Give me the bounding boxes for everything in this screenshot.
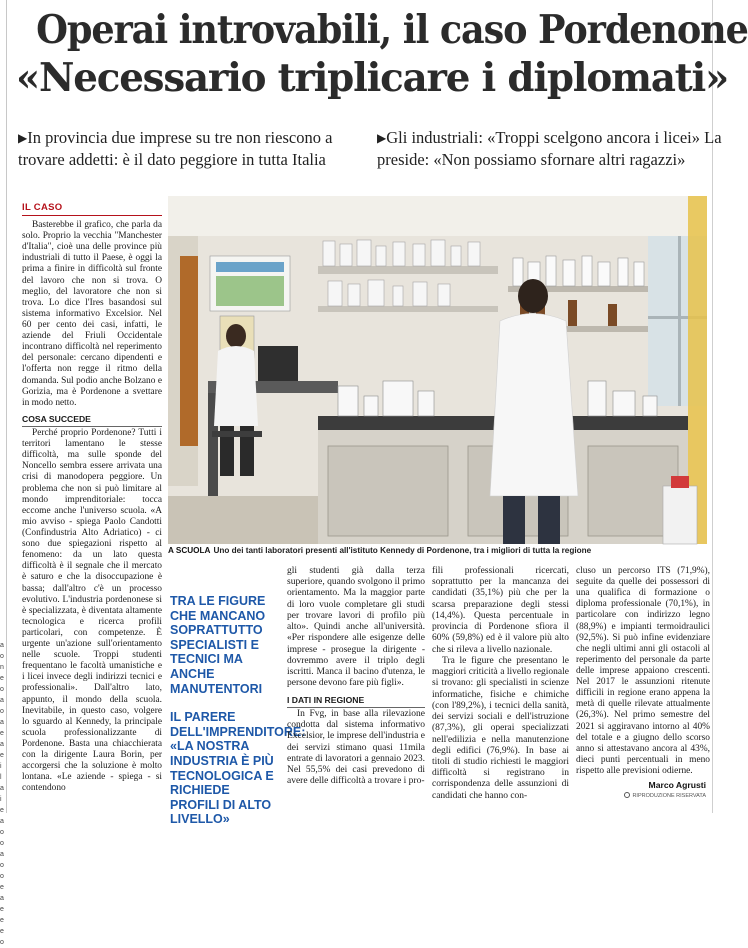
pullquotes (170, 594, 306, 841)
gutter-letter: o (0, 862, 4, 869)
headline-line-2: «Necessario triplicare i diplomati» (15, 55, 729, 101)
triangle-right-icon: ▶ (18, 131, 28, 145)
headline-line-1: Operai introvabili, il caso Pordenone (36, 7, 748, 53)
gutter-letter: o (0, 708, 4, 715)
gutter-letter: a (0, 818, 4, 825)
laboratory-photo (168, 196, 707, 544)
paragraph: Perché proprio Pordenone? Tutti i territori lamentano le stesse difficoltà, ma sulle sponde del Noncello sembra essere arrivata una crisi di manodopera peggiore. Un problema che non si può limitare al mondo imprenditoriale: tocca eccome anche l'universo scuola. «A mio avviso - spiega Paolo Candotti (Confindustria Alto Adriatico) - ci sono due spiegazioni rispetto al fenomeno: da un lato questa difficoltà è il segnale che il mercato è saturo e che la disoccupazione è bassa; dall'altro c'è un processo evolutivo. L'industria pordenonese si è specializzata, è diventata altamente tecnologica e ricerca profili particolari, con competenze. È urgente un'azione sull'orientamento nelle scuole. Troppi studenti frequentano le facoltà umanistiche e i licei invece degli indirizzi tecnici e professionali». Dall'altro lato, appunto, il mondo della scuola. Inevitabile, in questo caso, volgere lo sguardo al Kennedy, la principale scuola professionalizzante di Pordenone. Basta una chiacchierata con la dirigente Laura Borin, per accorgersi che la soluzione è molto lontana. «Le aziende - spiega - si contendono (22, 427, 162, 794)
gutter-letter: i (0, 763, 2, 770)
paragraph: In Fvg, in base alla rilevazione condotta dal sistema informativo Excelsior, le imprese dell'industria e dei servizi stimano quasi 11mila entrate di lavoratori a gennaio 2023. Nel 55,5% dei casi prevedono di avere delle difficoltà a trovare i pro- (287, 708, 425, 787)
caption-tag: A SCUOLA (168, 546, 211, 555)
subhead-left-text: In provincia due imprese su tre non riescono a trovare addetti: è il dato peggiore in tutta Italia (18, 128, 333, 169)
subtitle-dati-regione: I DATI IN REGIONE (287, 695, 425, 708)
gutter-letter: e (0, 917, 4, 924)
gutter-letter: e (0, 807, 4, 814)
gutter-letter: a (0, 697, 4, 704)
article-column-4 (576, 566, 710, 777)
subhead-right (377, 127, 723, 171)
gutter-letter: e (0, 675, 4, 682)
section-tag: IL CASO (22, 202, 63, 213)
adjacent-page-fragment (0, 640, 7, 948)
gutter-letter: e (0, 752, 4, 759)
reproduction-text: RIPRODUZIONE RISERVATA (632, 793, 706, 799)
laboratory-illustration (168, 196, 707, 544)
gutter-letter: n (0, 664, 4, 671)
gutter-letter: o (0, 686, 4, 693)
gutter-letter: a (0, 642, 4, 649)
subheadlines (18, 127, 723, 171)
paragraph: Tra le figure che presentano le maggiori criticità a livello regionale si trovano: gli specialisti in scienze informatiche, fisiche e chimiche (con l'89,2%), i tecnici della sanità, dei servizi sociali e dell'istruzione (87,3%), gli operai specializzati nell'edilizia e nella manutenzione degli edifici (76,9%). In base ai titoli di studio richiesti le maggiori difficoltà si registrano in corrispondenza delle assunzioni di candidati che hanno con- (432, 655, 569, 801)
paragraph: cluso un percorso ITS (71,9%), seguite da quelle dei possessori di una qualifica di formazione o diploma professionale (70,1%), in particolare con indirizzo legno (88,9%) e impianti termoidraulici (92,5%). Si può infine evidenziare che negli ultimi anni gli ostacoli al reperimento del personale da parte delle imprese appaiono crescenti. Nel 2017 le assunzioni ritenute difficili in regione erano appena la metà di quelle rilevate attualmente (26,3%). Nel primo semestre del 2021 si aggiravano intorno al 40% del totale e a giugno dello scorso anno si attestavano ancora al 43%, dieci punti percentuali in meno rispetto alle previsioni odierne. (576, 566, 710, 776)
article-column-1 (22, 220, 162, 795)
gutter-letter: o (0, 653, 4, 660)
article-column-3 (432, 566, 569, 802)
gutter-letter: a (0, 741, 4, 748)
gutter-letter: a (0, 851, 4, 858)
gutter-letter: e (0, 730, 4, 737)
right-page-edge (712, 0, 713, 813)
gutter-letter: e (0, 884, 4, 891)
section-rule (22, 215, 162, 216)
triangle-right-icon: ▶ (377, 131, 387, 145)
gutter-letter: a (0, 785, 4, 792)
paragraph: gli studenti già dalla terza superiore, quando svolgono il primo orientamento. Ma la maggior parte di loro vuole completare gli studi per trovare lavori di profilo più alto». Quindi anche all'università. «Per rispondere alle esigenze delle imprese - prosegue la dirigente - dovremmo avere il triplo degli iscritti. Manca il bacino d'utenza, le persone devono fare più figli». (287, 566, 425, 689)
pullquote-2: IL PARERE DELL'IMPRENDITORE: «LA NOSTRA INDUSTRIA È PIÙ TECNOLOGICA E RICHIEDE PROFILI DI ALTO LIVELLO» (170, 710, 306, 827)
gutter-letter: a (0, 719, 4, 726)
gutter-letter: e (0, 906, 4, 913)
reproduction-notice (576, 792, 706, 799)
gutter-letter: o (0, 873, 4, 880)
gutter-letter: o (0, 840, 4, 847)
gutter-letter: o (0, 939, 4, 946)
headline (14, 6, 748, 102)
photo-caption (168, 546, 707, 555)
subhead-left (18, 127, 364, 171)
subhead-right-text: Gli industriali: «Troppi scelgono ancora i licei» La preside: «Non possiamo sfornare altri ragazzi» (377, 128, 722, 169)
gutter-letter: l (0, 774, 2, 781)
caption-text: Uno dei tanti laboratori presenti all'istituto Kennedy di Pordenone, tra i migliori di tutta la regione (213, 546, 592, 555)
gutter-letter: i (0, 796, 2, 803)
pullquote-1: TRA LE FIGURE CHE MANCANO SOPRATTUTTO SPECIALISTI E TECNICI MA ANCHE MANUTENTORI (170, 594, 266, 696)
byline: Marco Agrusti (648, 780, 706, 790)
article-column-2 (287, 566, 425, 787)
paragraph: fili professionali ricercati, soprattutto per la mancanza dei candidati (35,1%) più che per la scarsa preparazione degli stessi (14,4%). Questa percentuale in provincia di Pordenone sfiora il 60% (59,8%) ed è il valore più alto che si rileva a livello nazionale. (432, 566, 569, 655)
gutter-letter: a (0, 895, 4, 902)
gutter-letter: o (0, 829, 4, 836)
gutter-letter: e (0, 928, 4, 935)
copyright-icon (624, 792, 630, 798)
paragraph: Basterebbe il grafico, che parla da solo. Proprio la vecchia "Manchester d'Italia", cioè una delle province più industriali di tutto il Paese, è oggi la prima a finire in difficoltà sul fronte del lavoro che non si trova. O meglio, del lavoratore che non si trova. Lo dice l'Ires basandosi sul sistema informativo Excelsior. Nel 60 per cento dei casi, infatti, le aziende del Friuli Occidentale incontrano difficoltà nel reperimento del personale: cercano dipendenti e l'offerta non regge il ritmo della domanda. Sul podio anche Bolzano e Gorizia, ma è Pordenone a svettare in modo netto. (22, 220, 162, 408)
subtitle-cosa-succede: COSA SUCCEDE (22, 414, 162, 427)
